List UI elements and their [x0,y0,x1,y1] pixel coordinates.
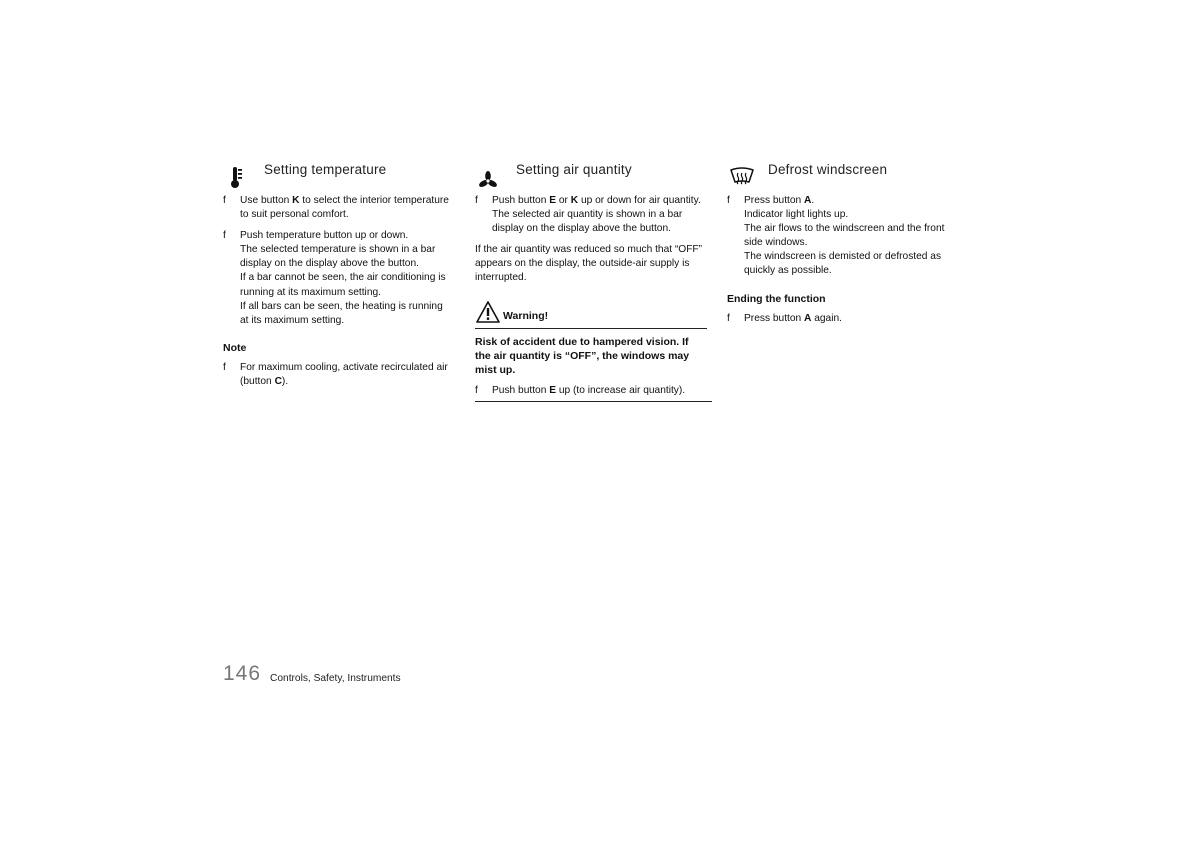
note-step [223,361,461,389]
step-text: Push temperature button up or down. [240,230,409,242]
step-bullet: f [475,195,478,206]
step-text: display on the display above the button. [492,223,671,235]
paragraph-text: appears on the display, the outside-air supply is [475,258,690,270]
section-title: Defrost windscreen [768,162,888,177]
warning-divider [475,401,712,402]
step-bullet: f [727,195,730,206]
step-text: up (to increase air quantity). [556,385,686,397]
instruction-step [475,384,713,398]
step-bullet: f [727,312,730,324]
warning-label: Warning! [503,309,549,322]
step-text: The air flows to the windscreen and the front [744,223,945,235]
warning-line: mist up. [475,363,516,376]
step-text: If all bars can be seen, the heating is running [240,300,443,312]
step-text: running at its maximum setting. [240,286,381,298]
step-text: ). [281,375,289,387]
button-key: A [804,312,812,324]
section-title: Setting temperature [264,162,387,177]
paragraph-text: If the air quantity was reduced so much that “OFF” [475,244,703,256]
button-key: E [549,195,557,206]
warning-header [475,300,707,329]
step-bullet: f [475,385,478,397]
step-text: Push button [492,385,550,397]
section-heading [475,160,713,194]
step-text: . [811,195,815,206]
step-text: (button [240,375,275,387]
step-text: For maximum cooling, activate recirculated air [240,361,448,373]
step-bullet: f [223,230,226,242]
step-text: If a bar cannot be seen, the air conditioning is [240,272,446,284]
button-key: A [804,195,812,206]
section-setting-air-quantity [475,160,713,402]
button-key: E [549,385,557,397]
note-heading: Note [223,341,247,354]
instruction-step [223,229,461,328]
step-text: The selected air quantity is shown in a bar [492,209,683,221]
step-text: The windscreen is demisted or defrosted as [744,251,942,263]
windscreen-defrost-icon [729,164,755,190]
step-text: or [556,195,571,206]
warning-line: the air quantity is “OFF”, the windows may [475,349,690,362]
warning-line: Risk of accident due to hampered vision. If [475,335,689,348]
step-text: to suit personal comfort. [240,209,349,221]
section-defrost-windscreen [727,160,965,333]
warning-triangle-icon [475,300,501,324]
step-text: display on the display above the button. [240,258,419,270]
step-text: again. [811,312,842,324]
instruction-step [727,194,965,279]
paragraph-text: interrupted. [475,272,527,284]
instruction-step [223,194,461,222]
section-setting-temperature [223,160,461,396]
instruction-step [727,312,965,326]
step-text: up or down for air quantity. [578,195,701,206]
button-key: K [292,195,300,206]
step-text: side windows. [744,237,808,249]
step-text: Push button [492,195,550,206]
section-heading [223,160,461,194]
fan-icon [477,164,503,190]
step-text: quickly as possible. [744,265,832,277]
instruction-step [475,194,713,236]
section-title: Setting air quantity [516,162,632,177]
step-text: The selected temperature is shown in a bar [240,244,436,256]
button-key: C [274,375,282,387]
step-bullet: f [223,361,226,373]
info-paragraph [475,243,713,285]
step-text: Use button [240,195,293,206]
step-text: Press button [744,312,805,324]
section-heading [727,160,965,194]
footer-section-title: Controls, Safety, Instruments [270,673,401,684]
step-text: Indicator light lights up. [744,209,849,221]
step-text: Press button [744,195,805,206]
ending-heading: Ending the function [727,292,826,305]
page-footer [223,662,401,686]
step-text: at its maximum setting. [240,314,345,326]
step-text: to select the interior temperature [299,195,449,206]
warning-text [475,335,713,378]
thermometer-icon [225,164,251,190]
page-number: 146 [223,662,262,685]
button-key: K [570,195,579,206]
step-bullet: f [223,195,226,206]
